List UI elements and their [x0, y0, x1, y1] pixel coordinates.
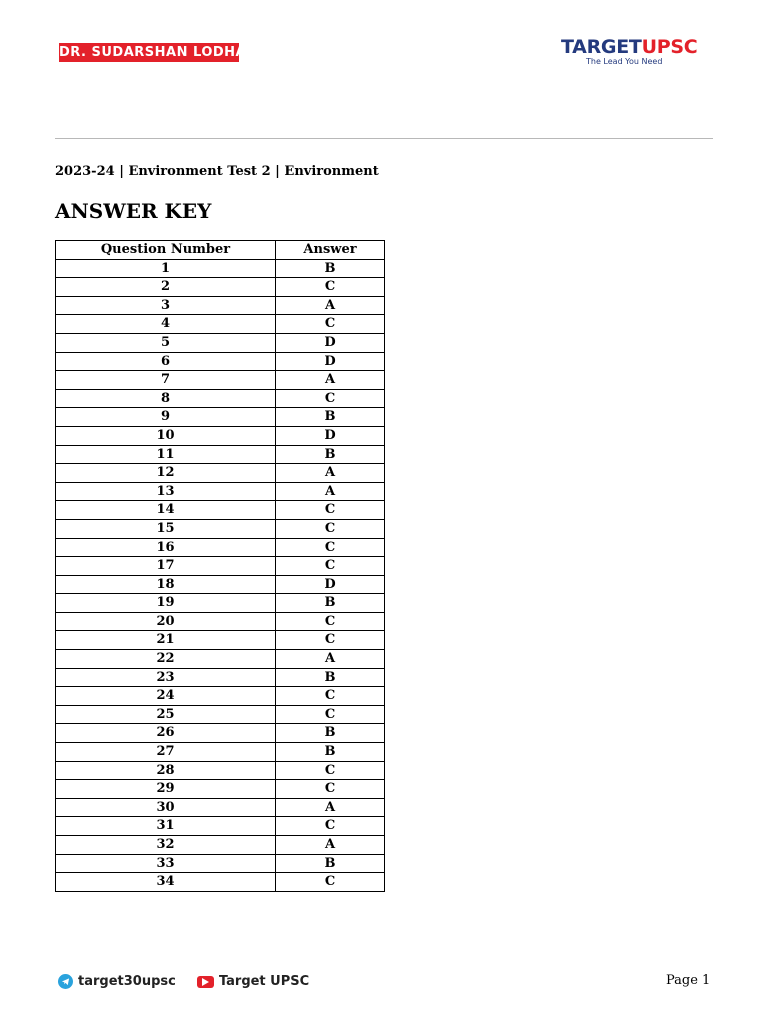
table-row: [56, 724, 385, 743]
answer-key-body: [56, 259, 385, 891]
answer-cell: A: [276, 650, 385, 669]
table-header-row: [56, 241, 385, 260]
question-number-cell: 32: [56, 836, 276, 855]
question-number-cell: 27: [56, 743, 276, 762]
answer-cell: C: [276, 501, 385, 520]
table-row: [56, 575, 385, 594]
answer-cell: A: [276, 798, 385, 817]
question-number-cell: 5: [56, 333, 276, 352]
answer-cell: C: [276, 278, 385, 297]
question-number-cell: 30: [56, 798, 276, 817]
answer-cell: C: [276, 557, 385, 576]
question-number-cell: 21: [56, 631, 276, 650]
question-number-cell: 13: [56, 482, 276, 501]
table-row: [56, 687, 385, 706]
question-number-cell: 22: [56, 650, 276, 669]
table-row: [56, 352, 385, 371]
answer-cell: A: [276, 482, 385, 501]
target-upsc-logo: [561, 36, 701, 70]
table-row: [56, 445, 385, 464]
answer-cell: A: [276, 371, 385, 390]
youtube-icon[interactable]: [197, 976, 214, 988]
answer-cell: C: [276, 687, 385, 706]
answer-cell: A: [276, 464, 385, 483]
table-row: [56, 836, 385, 855]
table-row: [56, 278, 385, 297]
question-number-cell: 25: [56, 705, 276, 724]
question-number-cell: 24: [56, 687, 276, 706]
answer-cell: C: [276, 538, 385, 557]
table-row: [56, 333, 385, 352]
question-number-cell: 6: [56, 352, 276, 371]
table-row: [56, 408, 385, 427]
table-row: [56, 780, 385, 799]
question-number-cell: 11: [56, 445, 276, 464]
table-row: [56, 631, 385, 650]
table-row: [56, 817, 385, 836]
answer-cell: B: [276, 724, 385, 743]
question-number-cell: 20: [56, 612, 276, 631]
answer-cell: B: [276, 743, 385, 762]
table-row: [56, 389, 385, 408]
table-row: [56, 557, 385, 576]
question-number-cell: 8: [56, 389, 276, 408]
table-row: [56, 259, 385, 278]
answer-cell: C: [276, 780, 385, 799]
answer-cell: B: [276, 259, 385, 278]
answer-cell: A: [276, 296, 385, 315]
page-title: ANSWER KEY: [55, 199, 212, 223]
telegram-icon[interactable]: [58, 974, 73, 989]
table-row: [56, 854, 385, 873]
answer-cell: C: [276, 873, 385, 892]
question-number-cell: 2: [56, 278, 276, 297]
question-number-cell: 34: [56, 873, 276, 892]
answer-cell: C: [276, 519, 385, 538]
question-number-cell: 33: [56, 854, 276, 873]
question-number-cell: 15: [56, 519, 276, 538]
question-number-cell: 26: [56, 724, 276, 743]
answer-cell: C: [276, 315, 385, 334]
question-number-cell: 28: [56, 761, 276, 780]
answer-cell: C: [276, 612, 385, 631]
answer-cell: B: [276, 854, 385, 873]
table-row: [56, 668, 385, 687]
question-number-cell: 1: [56, 259, 276, 278]
logo-wordmark: [561, 36, 701, 58]
page-number: Page 1: [666, 973, 711, 988]
social-links: [58, 971, 309, 989]
table-row: [56, 873, 385, 892]
table-row: [56, 519, 385, 538]
table-row: [56, 315, 385, 334]
question-number-cell: 19: [56, 594, 276, 613]
question-number-cell: 14: [56, 501, 276, 520]
question-number-cell: 17: [56, 557, 276, 576]
table-row: [56, 650, 385, 669]
question-number-cell: 9: [56, 408, 276, 427]
column-header-question-number: Question Number: [56, 241, 276, 260]
answer-cell: C: [276, 817, 385, 836]
answer-cell: C: [276, 761, 385, 780]
question-number-cell: 12: [56, 464, 276, 483]
table-row: [56, 798, 385, 817]
table-row: [56, 464, 385, 483]
question-number-cell: 7: [56, 371, 276, 390]
answer-cell: B: [276, 445, 385, 464]
question-number-cell: 18: [56, 575, 276, 594]
logo-tagline: The Lead You Need: [586, 57, 663, 66]
author-brand-badge: DR. SUDARSHAN LODHA: [59, 45, 247, 60]
table-row: [56, 612, 385, 631]
answer-cell: D: [276, 426, 385, 445]
answer-cell: B: [276, 408, 385, 427]
telegram-handle[interactable]: target30upsc: [78, 974, 176, 989]
table-row: [56, 371, 385, 390]
answer-cell: D: [276, 575, 385, 594]
answer-cell: D: [276, 333, 385, 352]
table-row: [56, 594, 385, 613]
answer-key-table: [55, 240, 385, 892]
question-number-cell: 3: [56, 296, 276, 315]
question-number-cell: 4: [56, 315, 276, 334]
answer-cell: C: [276, 389, 385, 408]
test-subtitle: 2023-24 | Environment Test 2 | Environment: [55, 164, 379, 179]
table-row: [56, 705, 385, 724]
answer-cell: C: [276, 631, 385, 650]
table-row: [56, 296, 385, 315]
question-number-cell: 16: [56, 538, 276, 557]
column-header-answer: Answer: [276, 241, 385, 260]
answer-cell: D: [276, 352, 385, 371]
table-row: [56, 743, 385, 762]
table-row: [56, 538, 385, 557]
table-row: [56, 482, 385, 501]
logo-target-text: TARGET: [561, 36, 642, 58]
question-number-cell: 31: [56, 817, 276, 836]
answer-cell: B: [276, 668, 385, 687]
table-row: [56, 426, 385, 445]
answer-cell: B: [276, 594, 385, 613]
answer-cell: A: [276, 836, 385, 855]
table-row: [56, 761, 385, 780]
table-row: [56, 501, 385, 520]
answer-cell: C: [276, 705, 385, 724]
question-number-cell: 29: [56, 780, 276, 799]
question-number-cell: 23: [56, 668, 276, 687]
logo-upsc-text: UPSC: [641, 36, 698, 58]
youtube-channel[interactable]: Target UPSC: [218, 974, 310, 989]
question-number-cell: 10: [56, 426, 276, 445]
header-divider: [55, 138, 713, 139]
